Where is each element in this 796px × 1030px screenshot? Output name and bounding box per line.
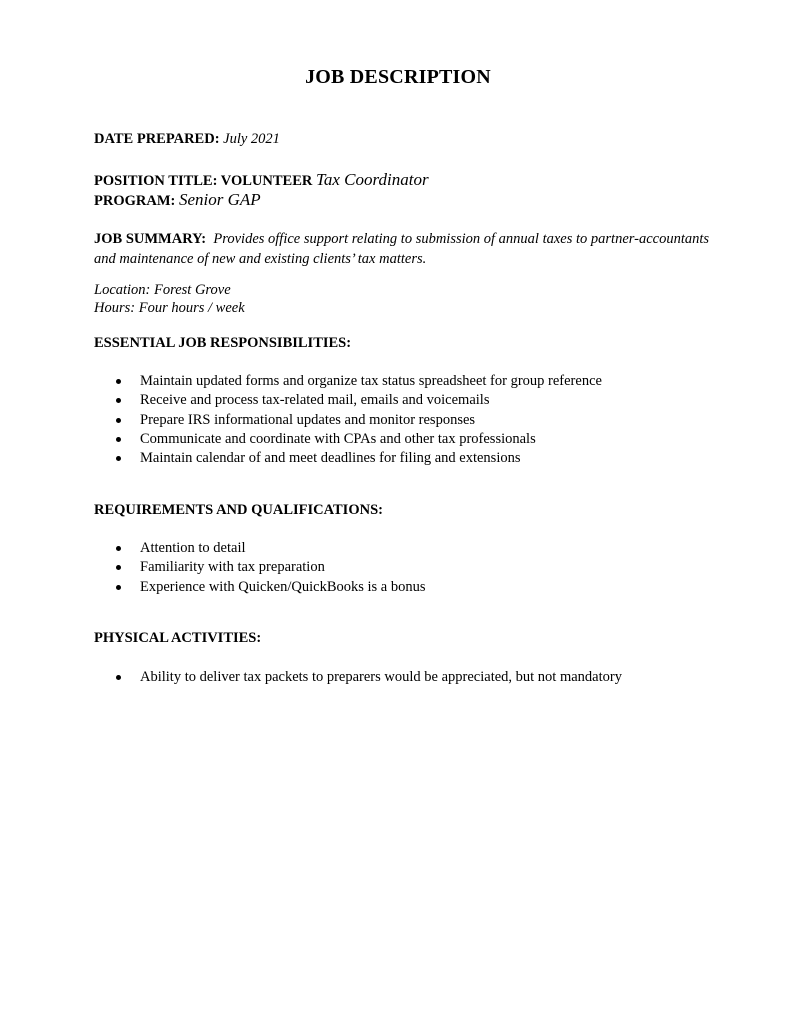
hours-line: Hours: Four hours / week [94, 300, 245, 316]
date-prepared-label: DATE PREPARED: [94, 131, 220, 147]
requirements-list [94, 539, 426, 597]
bullet-icon [116, 398, 121, 403]
bullet-icon [116, 437, 121, 442]
position-title-value: Tax Coordinator [315, 170, 429, 189]
list-item [94, 539, 426, 558]
bullet-icon [116, 585, 121, 590]
job-summary-label: JOB SUMMARY: [94, 231, 207, 247]
list-item [94, 430, 602, 449]
list-item-text: Prepare IRS informational updates and monitor responses [140, 411, 476, 428]
list-item [94, 411, 602, 430]
job-summary [94, 229, 714, 269]
bullet-icon [116, 675, 121, 680]
location-line: Location: Forest Grove [94, 282, 231, 298]
section-heading-physical: PHYSICAL ACTIVITIES: [94, 630, 262, 646]
bullet-icon [116, 456, 121, 461]
job-summary-text: Provides office support relating to submission of annual taxes to partner-accountants and maintenance of new and existing clients’ tax matters. [94, 231, 710, 267]
section-heading-responsibilities: ESSENTIAL JOB RESPONSIBILITIES: [94, 335, 352, 351]
position-title-line [94, 170, 429, 190]
date-prepared-line [94, 131, 280, 148]
bullet-icon [116, 565, 121, 570]
list-item [94, 391, 602, 410]
list-item-text: Receive and process tax-related mail, emails and voicemails [140, 392, 490, 409]
list-item-text: Maintain calendar of and meet deadlines for filing and extensions [140, 450, 521, 467]
document-title: JOB DESCRIPTION [305, 66, 491, 88]
program-value: Senior GAP [178, 190, 261, 209]
program-label: PROGRAM: [94, 193, 176, 209]
physical-activities-list [94, 668, 622, 687]
list-item-text: Communicate and coordinate with CPAs and other tax professionals [140, 430, 536, 447]
list-item-text: Maintain updated forms and organize tax status spreadsheet for group reference [140, 373, 602, 389]
bullet-icon [116, 379, 121, 384]
bullet-icon [116, 546, 121, 551]
responsibilities-list [94, 372, 602, 468]
list-item [94, 372, 602, 391]
date-prepared-value: July 2021 [223, 131, 280, 147]
list-item [94, 558, 426, 577]
list-item-text: Ability to deliver tax packets to preparers would be appreciated, but not mandatory [140, 669, 622, 685]
list-item-text: Experience with Quicken/QuickBooks is a bonus [140, 578, 426, 595]
list-item [94, 449, 602, 468]
program-line [94, 190, 261, 210]
section-heading-requirements: REQUIREMENTS AND QUALIFICATIONS: [94, 502, 383, 518]
list-item-text: Attention to detail [140, 540, 246, 556]
list-item [94, 668, 622, 687]
bullet-icon [116, 418, 121, 423]
list-item [94, 578, 426, 597]
list-item-text: Familiarity with tax preparation [140, 559, 325, 576]
position-title-label: POSITION TITLE: VOLUNTEER [94, 173, 313, 189]
